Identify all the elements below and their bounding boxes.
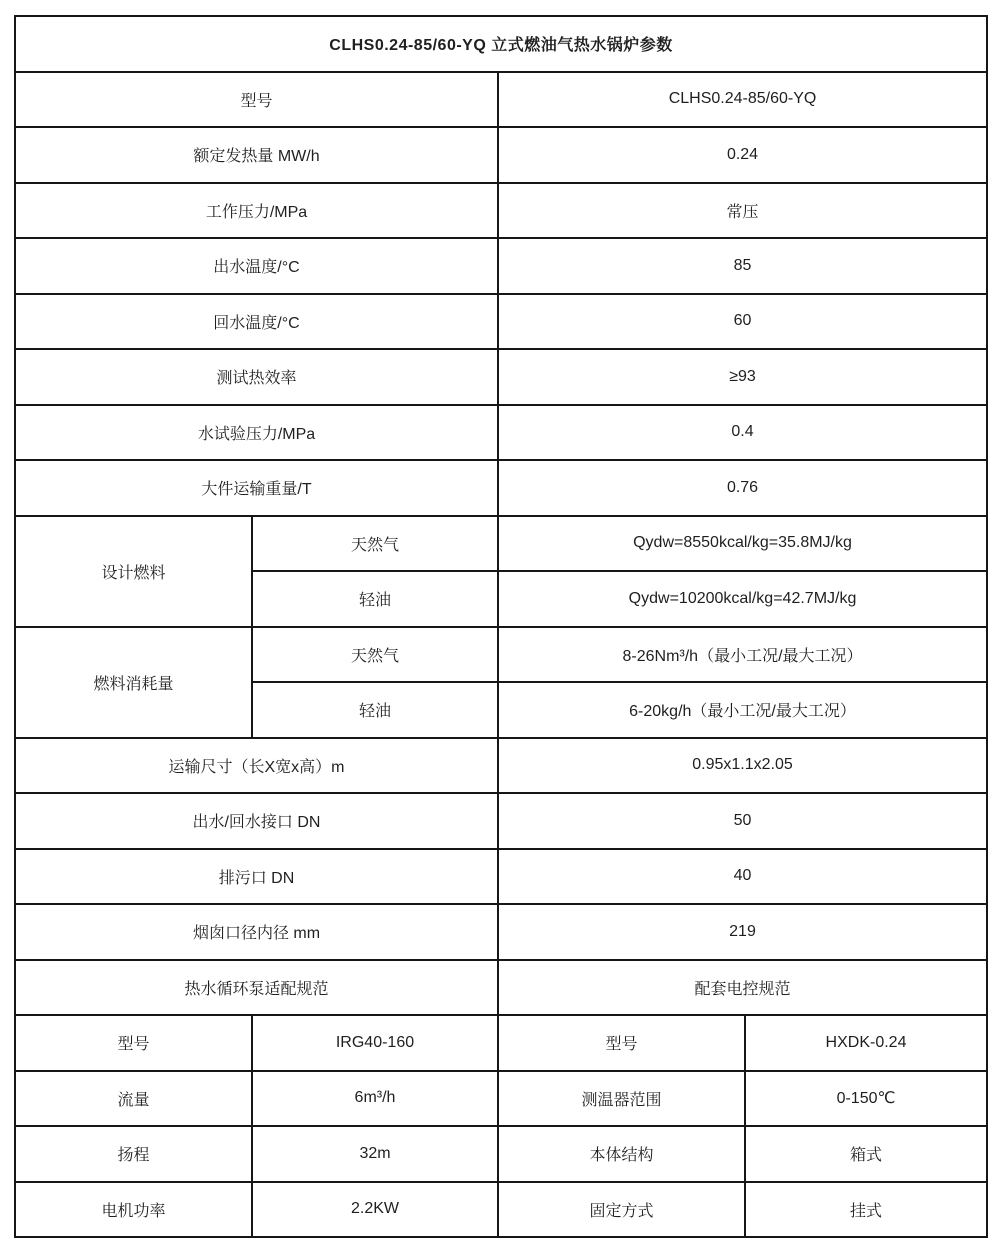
fuel-category: 设计燃料 (15, 516, 252, 627)
table-row (15, 349, 987, 405)
table-row (15, 1071, 987, 1127)
fuel-value: Qydw=8550kcal/kg=35.8MJ/kg (498, 516, 987, 572)
table-row (15, 793, 987, 849)
control-label: 型号 (498, 1015, 745, 1071)
spec-value: 0.4 (498, 405, 987, 461)
table-row (15, 904, 987, 960)
table-row-section-headers (15, 960, 987, 1016)
spec-label: 出水/回水接口 DN (15, 793, 498, 849)
table-row (15, 238, 987, 294)
pump-label: 型号 (15, 1015, 252, 1071)
spec-value: 0.76 (498, 460, 987, 516)
control-value: 箱式 (745, 1126, 987, 1182)
spec-value: 60 (498, 294, 987, 350)
table-row (15, 127, 987, 183)
fuel-value: Qydw=10200kcal/kg=42.7MJ/kg (498, 571, 987, 627)
section-header-pump: 热水循环泵适配规范 (15, 960, 498, 1016)
control-value: 0-150℃ (745, 1071, 987, 1127)
table-row (15, 294, 987, 350)
table-row (15, 849, 987, 905)
fuel-category: 燃料消耗量 (15, 627, 252, 738)
spec-label: 大件运输重量/T (15, 460, 498, 516)
pump-label: 电机功率 (15, 1182, 252, 1238)
table-row (15, 1182, 987, 1238)
control-label: 测温器范围 (498, 1071, 745, 1127)
spec-label: 回水温度/°C (15, 294, 498, 350)
spec-value: 85 (498, 238, 987, 294)
table-row (15, 1126, 987, 1182)
pump-value: 6m³/h (252, 1071, 498, 1127)
boiler-spec-table (14, 15, 988, 1238)
spec-value: ≥93 (498, 349, 987, 405)
table-row (15, 460, 987, 516)
spec-value: CLHS0.24-85/60-YQ (498, 72, 987, 128)
section-header-control: 配套电控规范 (498, 960, 987, 1016)
table-row (15, 405, 987, 461)
table-row (15, 738, 987, 794)
spec-value: 219 (498, 904, 987, 960)
fuel-value: 8-26Nm³/h（最小工况/最大工况） (498, 627, 987, 683)
spec-value: 50 (498, 793, 987, 849)
table-title: CLHS0.24-85/60-YQ 立式燃油气热水锅炉参数 (15, 16, 987, 72)
fuel-type: 轻油 (252, 571, 498, 627)
table-row (15, 72, 987, 128)
control-value: HXDK-0.24 (745, 1015, 987, 1071)
table-row (15, 1015, 987, 1071)
spec-value: 0.24 (498, 127, 987, 183)
spec-label: 出水温度/°C (15, 238, 498, 294)
fuel-type: 天然气 (252, 627, 498, 683)
spec-label: 运输尺寸（长X宽x高）m (15, 738, 498, 794)
table-row (15, 627, 987, 683)
spec-label: 型号 (15, 72, 498, 128)
spec-label: 烟囱口径内径 mm (15, 904, 498, 960)
table-row (15, 516, 987, 572)
control-value: 挂式 (745, 1182, 987, 1238)
spec-label: 额定发热量 MW/h (15, 127, 498, 183)
spec-value: 40 (498, 849, 987, 905)
pump-value: IRG40-160 (252, 1015, 498, 1071)
pump-value: 32m (252, 1126, 498, 1182)
spec-label: 测试热效率 (15, 349, 498, 405)
spec-label: 水试验压力/MPa (15, 405, 498, 461)
pump-label: 扬程 (15, 1126, 252, 1182)
spec-label: 工作压力/MPa (15, 183, 498, 239)
control-label: 本体结构 (498, 1126, 745, 1182)
control-label: 固定方式 (498, 1182, 745, 1238)
spec-label: 排污口 DN (15, 849, 498, 905)
fuel-type: 天然气 (252, 516, 498, 572)
pump-label: 流量 (15, 1071, 252, 1127)
fuel-value: 6-20kg/h（最小工况/最大工况） (498, 682, 987, 738)
table-row-title (15, 16, 987, 72)
pump-value: 2.2KW (252, 1182, 498, 1238)
spec-value: 0.95x1.1x2.05 (498, 738, 987, 794)
table-row (15, 183, 987, 239)
spec-value: 常压 (498, 183, 987, 239)
fuel-type: 轻油 (252, 682, 498, 738)
